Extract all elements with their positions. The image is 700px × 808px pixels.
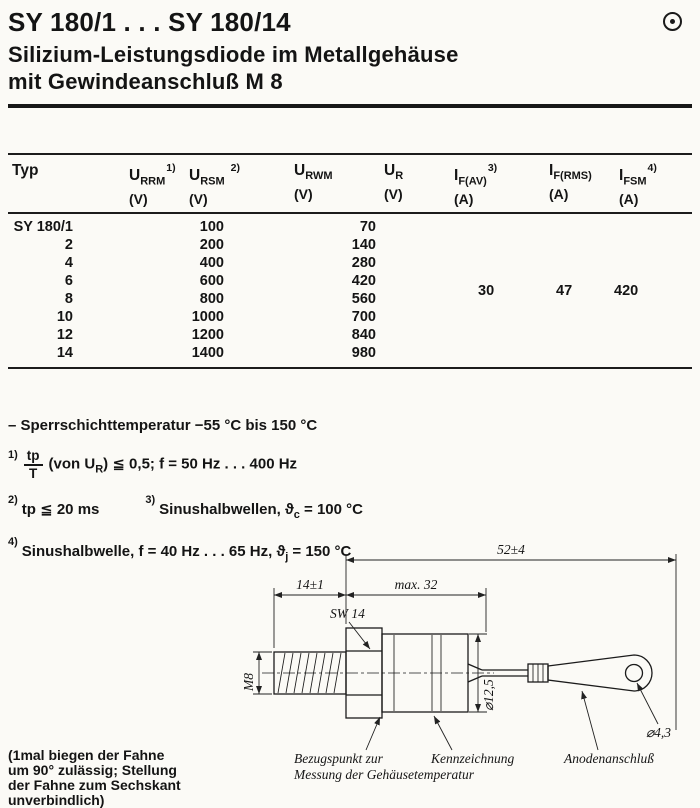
dim-14-label: 14±1 bbox=[296, 577, 324, 592]
lug-bending-note-line3: der Fahne zum Sechskant bbox=[8, 777, 181, 793]
cell-if-rms: 47 bbox=[556, 283, 573, 299]
col-ursm-sub: RSM bbox=[200, 175, 225, 188]
table-row bbox=[8, 290, 692, 308]
col-urwm-sub: RWM bbox=[305, 170, 333, 183]
col-ur-sub: R bbox=[395, 170, 404, 183]
cell-urrm-ursm: 800 bbox=[199, 291, 224, 308]
note-1-text-b: ) ≦ 0,5; f = 50 Hz . . . 400 Hz bbox=[103, 455, 298, 473]
col-ursm-unit: (V) bbox=[189, 191, 208, 208]
note-4-sub: j bbox=[285, 551, 289, 564]
table-row bbox=[8, 326, 692, 344]
page-subtitle bbox=[8, 41, 692, 95]
lug-bending-note-line1: (1mal biegen der Fahne bbox=[8, 747, 165, 763]
col-ifsm-footnote: 4) bbox=[647, 162, 657, 174]
col-urrm-base: U bbox=[129, 167, 141, 185]
col-urwm-unit: (V) bbox=[294, 186, 313, 203]
table-row bbox=[8, 272, 692, 290]
col-header-typ bbox=[8, 161, 125, 208]
circle-dot-icon-center bbox=[670, 19, 675, 24]
col-header-ifrms bbox=[545, 161, 615, 208]
cell-typ: 10 bbox=[56, 309, 73, 326]
subtitle-line-1: Silizium-Leistungsdiode im Metallgehäuse bbox=[8, 42, 459, 67]
anode-lug bbox=[548, 655, 652, 691]
col-typ-label: Typ bbox=[12, 162, 39, 179]
col-urwm-base: U bbox=[294, 162, 306, 179]
diode-outline-drawing bbox=[226, 540, 694, 802]
col-ur-unit: (V) bbox=[384, 186, 403, 203]
note-1 bbox=[8, 448, 692, 481]
col-ifrms-base: I bbox=[549, 162, 554, 179]
table-row bbox=[8, 236, 692, 254]
col-header-ifav bbox=[450, 161, 545, 208]
tp-over-t-fraction bbox=[24, 448, 43, 481]
table-row bbox=[8, 254, 692, 272]
table-body bbox=[8, 214, 692, 367]
note-4-text-a: Sinushalbwelle, f = 40 Hz . . . 65 Hz, ϑ bbox=[21, 543, 286, 561]
lug-bending-note-line4: unverbindlich) bbox=[8, 792, 105, 808]
dim-m8-label: M8 bbox=[241, 673, 256, 691]
cell-urrm-ursm: 600 bbox=[199, 273, 224, 290]
callout-bezugspunkt-line2: Messung der Gehäusetemperatur bbox=[294, 767, 474, 782]
note-4-text-b: = 150 °C bbox=[288, 543, 352, 561]
cell-urwm-ur: 560 bbox=[351, 291, 376, 308]
col-ifav-footnote: 3) bbox=[487, 162, 498, 174]
col-header-ursm bbox=[185, 161, 290, 208]
fraction-denominator: T bbox=[29, 466, 38, 482]
col-urrm-footnote: 1) bbox=[166, 162, 176, 174]
device-outline bbox=[262, 628, 652, 718]
col-header-ifsm bbox=[615, 161, 692, 208]
col-ifav-base: I bbox=[454, 167, 459, 185]
cell-typ: 14 bbox=[56, 345, 73, 362]
col-urrm-unit: (V) bbox=[129, 191, 148, 208]
lug-bending-note bbox=[8, 748, 240, 808]
cell-urwm-ur: 420 bbox=[351, 273, 376, 290]
cell-typ: SY 180/1 bbox=[13, 219, 73, 236]
cell-urrm-ursm: 1000 bbox=[191, 309, 224, 326]
lug-bending-note-line2: um 90° zulässig; Stellung bbox=[8, 762, 177, 778]
cell-if-av: 30 bbox=[478, 283, 495, 299]
note-1-text-a: (von U bbox=[48, 455, 96, 473]
cell-typ: 12 bbox=[56, 327, 73, 344]
callout-kennzeichnung: Kennzeichnung bbox=[431, 751, 515, 766]
callout-bezugspunkt-line1: Bezugspunkt zur bbox=[294, 751, 383, 766]
cell-ifsm: 420 bbox=[614, 283, 639, 299]
note-3-sub: c bbox=[293, 509, 300, 522]
note-2-text: tp ≦ 20 ms bbox=[21, 501, 100, 519]
table-header bbox=[8, 155, 692, 214]
note-3-text-b: = 100 °C bbox=[299, 501, 363, 519]
page-header bbox=[8, 6, 692, 38]
col-ifav-sub: F(AV) bbox=[458, 175, 487, 188]
col-header-urwm bbox=[290, 161, 380, 208]
note-junction-temp bbox=[8, 415, 692, 436]
col-ifav-unit: (A) bbox=[454, 191, 474, 208]
cell-urwm-ur: 700 bbox=[351, 309, 376, 326]
dim-max32-label: max. 32 bbox=[394, 577, 438, 592]
table-row bbox=[8, 308, 692, 326]
circle-dot-icon bbox=[663, 12, 682, 31]
cell-urwm-ur: 840 bbox=[351, 327, 376, 344]
col-ursm-footnote: 2) bbox=[230, 162, 240, 174]
fraction-numerator: tp bbox=[24, 448, 43, 466]
cell-urwm-ur: 140 bbox=[351, 237, 376, 254]
note-junction-temp-text: – Sperrschichttemperatur −55 °C bis 150 °C bbox=[8, 417, 318, 435]
col-ifsm-sub: FSM bbox=[623, 175, 647, 188]
dim-52-label: 52±4 bbox=[497, 542, 525, 557]
callout-anodenanschluss: Anodenanschluß bbox=[564, 751, 654, 766]
col-header-urrm bbox=[125, 161, 185, 208]
cell-typ: 2 bbox=[64, 237, 73, 254]
note-3-text-a: Sinushalbwellen, ϑ bbox=[159, 501, 294, 519]
col-ur-base: U bbox=[384, 162, 396, 179]
title-divider bbox=[8, 104, 692, 108]
subtitle-line-2: mit Gewindeanschluß M 8 bbox=[8, 69, 283, 94]
col-urrm-sub: RRM bbox=[140, 175, 166, 188]
page-title: SY 180/1 . . . SY 180/14 bbox=[8, 7, 291, 37]
cell-urwm-ur: 280 bbox=[351, 255, 376, 272]
col-ifrms-sub: F(RMS) bbox=[553, 170, 592, 183]
col-ifsm-base: I bbox=[619, 167, 624, 185]
cell-typ: 4 bbox=[64, 255, 73, 272]
cell-typ: 8 bbox=[64, 291, 73, 308]
dim-dia125-label: ⌀12,5 bbox=[481, 679, 496, 711]
ratings-table bbox=[8, 153, 692, 369]
cell-urrm-ursm: 1400 bbox=[191, 345, 224, 362]
table-row bbox=[8, 344, 692, 362]
cell-urrm-ursm: 100 bbox=[199, 219, 224, 236]
note-4-marker: 4) bbox=[8, 536, 18, 549]
cell-urrm-ursm: 400 bbox=[199, 255, 224, 272]
note-3-marker: 3) bbox=[145, 494, 156, 507]
cell-urwm-ur: 70 bbox=[359, 219, 376, 236]
dim-dia43-label: ⌀4,3 bbox=[646, 725, 672, 740]
col-ifsm-unit: (A) bbox=[619, 191, 639, 208]
note-1-sub: R bbox=[95, 463, 104, 476]
table-row bbox=[8, 218, 692, 236]
note-1-marker: 1) bbox=[8, 448, 18, 461]
cell-urwm-ur: 980 bbox=[351, 345, 376, 362]
col-header-ur bbox=[380, 161, 450, 208]
cell-typ: 6 bbox=[64, 273, 73, 290]
note-2-marker: 2) bbox=[8, 494, 18, 507]
cell-urrm-ursm: 1200 bbox=[191, 327, 224, 344]
cell-urrm-ursm: 200 bbox=[199, 237, 224, 254]
lug-hole bbox=[626, 665, 643, 682]
col-ursm-base: U bbox=[189, 167, 201, 185]
col-ifrms-unit: (A) bbox=[549, 186, 569, 203]
note-2-and-3 bbox=[8, 495, 692, 526]
dim-sw14-label: SW 14 bbox=[330, 606, 365, 621]
